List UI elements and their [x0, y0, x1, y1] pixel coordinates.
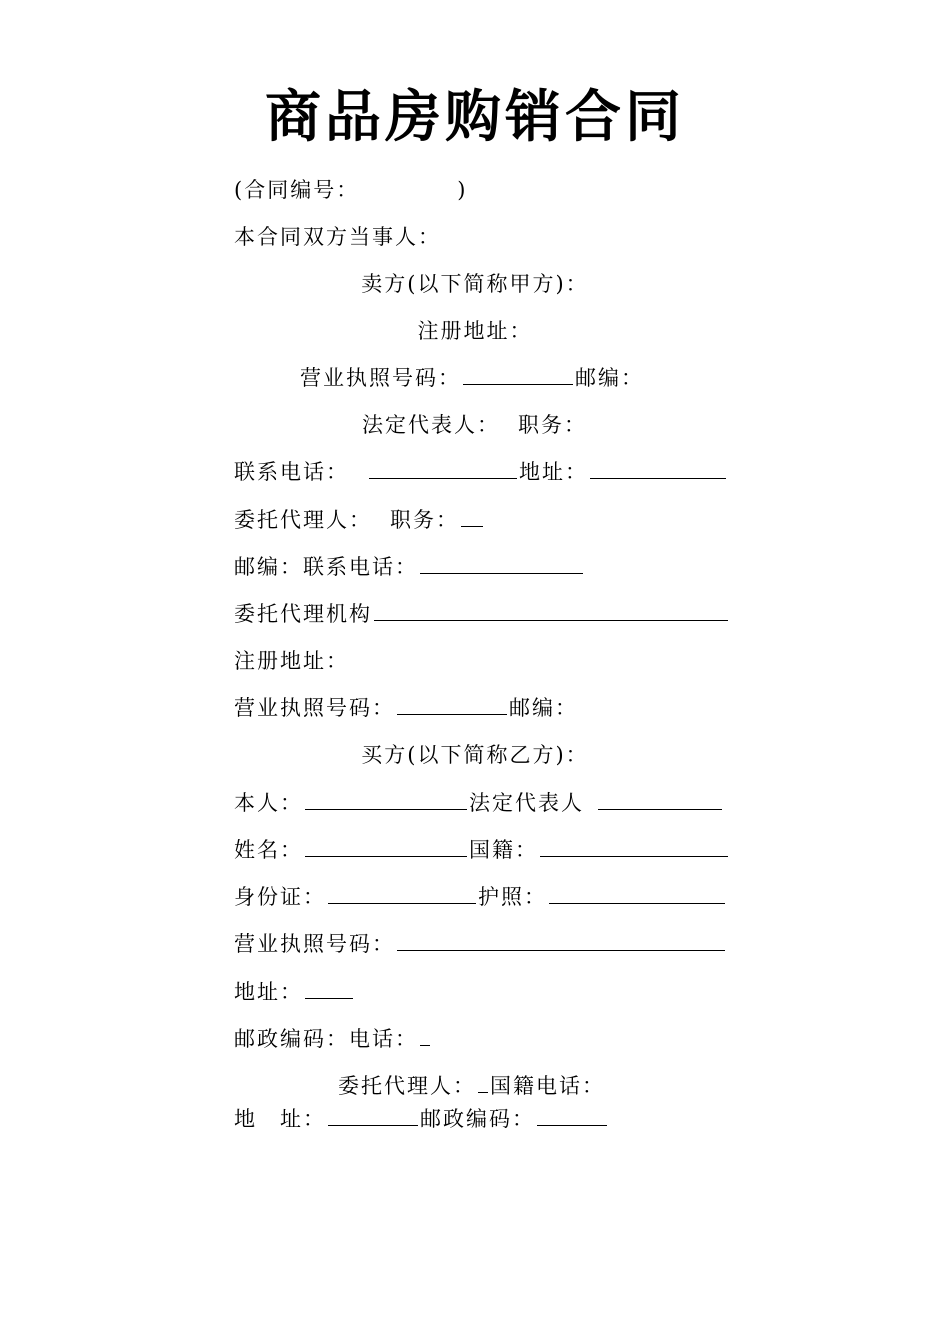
seller-agent-position-label: 职务： [390, 508, 459, 532]
buyer-license-label: 营业执照号码： [234, 932, 395, 956]
buyer-agent-label: 委托代理人： [338, 1074, 476, 1098]
buyer-name-label: 姓名： [234, 838, 303, 862]
buyer-nationality-blank[interactable] [540, 836, 728, 857]
seller-license-blank[interactable] [463, 364, 573, 385]
buyer-nationality-label: 国籍： [469, 838, 538, 862]
contract-number-label: (合同编号： [234, 178, 360, 202]
buyer-agent-nationality-phone-label: 国籍电话： [490, 1074, 605, 1098]
seller-agency-postcode-label: 邮编： [509, 696, 578, 720]
buyer-license-blank[interactable] [397, 930, 725, 951]
seller-legal-rep-line [362, 411, 587, 439]
buyer-phone-blank[interactable] [420, 1025, 430, 1046]
seller-agent-line [234, 506, 485, 534]
buyer-self-blank[interactable] [305, 789, 467, 810]
buyer-agent-line [338, 1072, 605, 1100]
buyer-agent-address-line [234, 1105, 609, 1133]
seller-agent-label: 委托代理人： [234, 508, 372, 532]
seller-agency-reg-address: 注册地址： [234, 649, 349, 673]
seller-agent-phone-blank[interactable] [420, 553, 583, 574]
seller-agent-position-blank[interactable] [461, 506, 483, 527]
seller-reg-address: 注册地址： [417, 319, 533, 343]
seller-phone-line [234, 458, 728, 486]
seller-agency-line [234, 600, 730, 628]
buyer-address-line [234, 978, 355, 1006]
buyer-agent-address-blank[interactable] [328, 1105, 418, 1126]
buyer-id-blank[interactable] [328, 883, 476, 904]
buyer-name-line [234, 836, 730, 864]
document-title: 商品房购销合同 [265, 85, 685, 150]
seller-position-label: 职务： [518, 413, 587, 437]
buyer-postal-line [234, 1025, 432, 1053]
seller-agency-license-label: 营业执照号码： [234, 696, 395, 720]
buyer-passport-blank[interactable] [549, 883, 725, 904]
buyer-self-line [234, 789, 724, 817]
seller-agency-license-line [234, 694, 578, 722]
buyer-agent-postal-label: 邮政编码： [420, 1107, 535, 1131]
buyer-address-blank[interactable] [305, 978, 353, 999]
seller-agent-phone-label: 联系电话： [303, 555, 418, 579]
seller-agency-license-blank[interactable] [397, 694, 507, 715]
buyer-self-label: 本人： [234, 791, 303, 815]
buyer-passport-label: 护照： [478, 885, 547, 909]
buyer-address-label: 地址： [234, 980, 303, 1004]
buyer-agent-address-label: 地 址： [234, 1107, 326, 1131]
seller-phone-blank[interactable] [369, 458, 517, 479]
seller-agent-postcode-label: 邮编： [234, 555, 303, 579]
seller-agency-label: 委托代理机构 [234, 602, 372, 626]
seller-legal-rep-label: 法定代表人： [362, 413, 500, 437]
seller-address-label: 地址： [519, 460, 588, 484]
seller-phone-label: 联系电话： [234, 460, 349, 484]
contract-number-line [234, 176, 467, 204]
buyer-postal-label: 邮政编码： [234, 1027, 349, 1051]
buyer-agent-blank[interactable] [478, 1072, 488, 1093]
buyer-license-line [234, 930, 727, 958]
seller-address-blank[interactable] [590, 458, 726, 479]
buyer-phone-label: 电话： [349, 1027, 418, 1051]
contract-number-close: ) [457, 178, 468, 202]
buyer-id-line [234, 883, 727, 911]
buyer-name-blank[interactable] [305, 836, 467, 857]
parties-heading: 本合同双方当事人： [234, 225, 441, 249]
seller-license-label: 营业执照号码： [300, 366, 461, 390]
seller-postcode-label: 邮编： [575, 366, 644, 390]
seller-agency-blank[interactable] [374, 600, 728, 621]
seller-license-line [300, 364, 644, 392]
buyer-heading: 买方(以下简称乙方)： [361, 743, 589, 767]
seller-agent-contact-line [234, 553, 585, 581]
buyer-legal-rep-blank[interactable] [598, 789, 722, 810]
buyer-agent-postal-blank[interactable] [537, 1105, 607, 1126]
buyer-id-label: 身份证： [234, 885, 326, 909]
seller-heading: 卖方(以下简称甲方)： [361, 272, 589, 296]
buyer-legal-rep-label: 法定代表人 [469, 791, 584, 815]
